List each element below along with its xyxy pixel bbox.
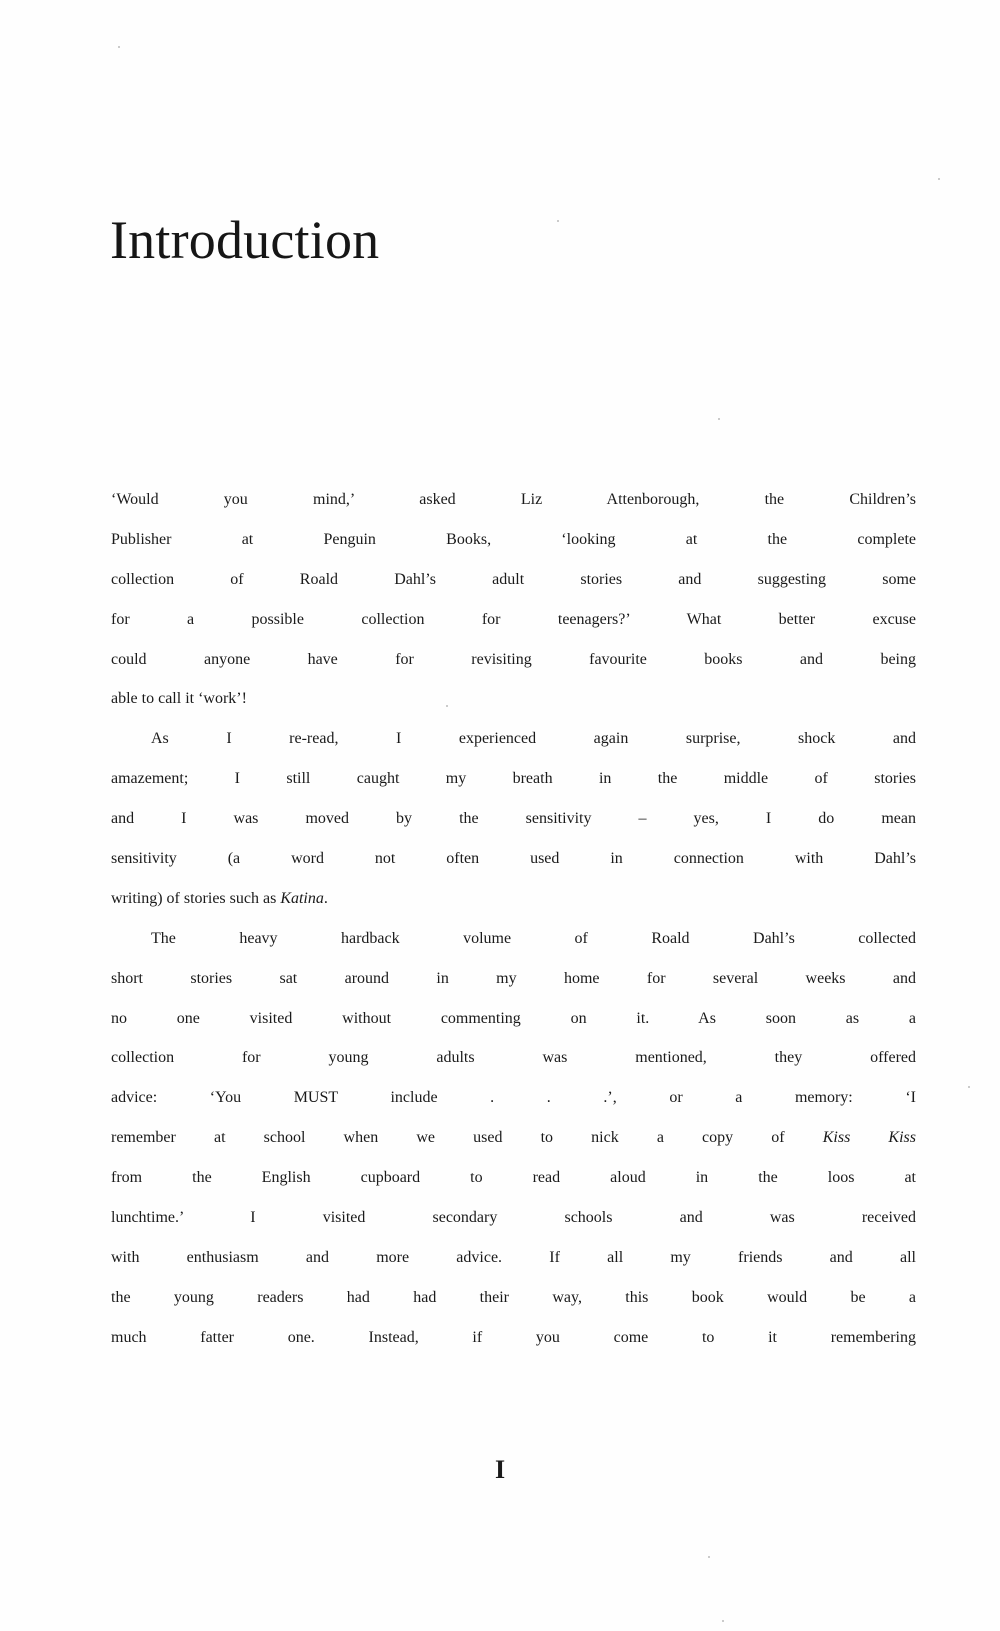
text-line: able to call it ‘work’! xyxy=(111,690,247,708)
page-number: I xyxy=(494,1455,506,1484)
paragraph-3 xyxy=(111,930,916,1369)
text-line: collection for young adults was mentioned, they offered xyxy=(111,1049,916,1067)
body-text xyxy=(111,491,916,1369)
text-line: from the English cupboard to read aloud in the loos at xyxy=(111,1169,916,1187)
text-run: . xyxy=(323,889,328,907)
text-line: lunchtime.’ I visited secondary schools and was received xyxy=(111,1209,916,1227)
chapter-title: Introduction xyxy=(110,210,380,270)
text-line: sensitivity (a word not often used in connection with Dahl’s xyxy=(111,850,916,868)
text-line: could anyone have for revisiting favourite books and being xyxy=(111,650,916,668)
text-line: and I was moved by the sensitivity – yes, I do mean xyxy=(111,810,916,828)
scan-speck xyxy=(722,1620,724,1622)
text-line: much fatter one. Instead, if you come to it remembering xyxy=(111,1328,916,1346)
text-line: short stories sat around in my home for several weeks and xyxy=(111,969,916,987)
text-line: advice: ‘You MUST include . . .’, or a memory: ‘I xyxy=(111,1089,916,1107)
text-line: collection of Roald Dahl’s adult stories and suggesting some xyxy=(111,570,916,588)
text-line: The heavy hardback volume of Roald Dahl’s collected xyxy=(151,929,916,947)
text-line xyxy=(111,1129,916,1169)
scan-speck xyxy=(708,1556,710,1558)
scan-speck xyxy=(968,1086,970,1088)
scan-speck xyxy=(118,46,120,48)
paragraph-1 xyxy=(111,491,916,730)
story-title-katina: Katina xyxy=(280,889,324,907)
scan-speck xyxy=(446,705,448,707)
text-line: for a possible collection for teenagers?’ What better excuse xyxy=(111,610,916,628)
book-title-kiss-kiss: Kiss Kiss xyxy=(822,1129,917,1147)
scan-speck xyxy=(557,220,559,222)
text-line: the young readers had had their way, this book would be a xyxy=(111,1288,916,1306)
text-run: writing) of stories such as xyxy=(111,889,281,907)
text-line: As I re-read, I experienced again surprise, shock and xyxy=(151,730,916,748)
text-line: amazement; I still caught my breath in the middle of stories xyxy=(111,770,916,788)
scan-speck xyxy=(938,178,940,180)
paragraph-2 xyxy=(111,730,916,929)
text-line xyxy=(111,890,916,930)
text-line: ‘Would you mind,’ asked Liz Attenborough, the Children’s xyxy=(111,491,916,508)
text-line: Publisher at Penguin Books, ‘looking at the complete xyxy=(111,530,916,548)
text-line: no one visited without commenting on it. As soon as a xyxy=(111,1009,916,1027)
text-line: with enthusiasm and more advice. If all my friends and all xyxy=(111,1248,916,1266)
text-run: remember at school when we used to nick a copy of xyxy=(111,1129,823,1147)
scan-speck xyxy=(718,418,720,420)
